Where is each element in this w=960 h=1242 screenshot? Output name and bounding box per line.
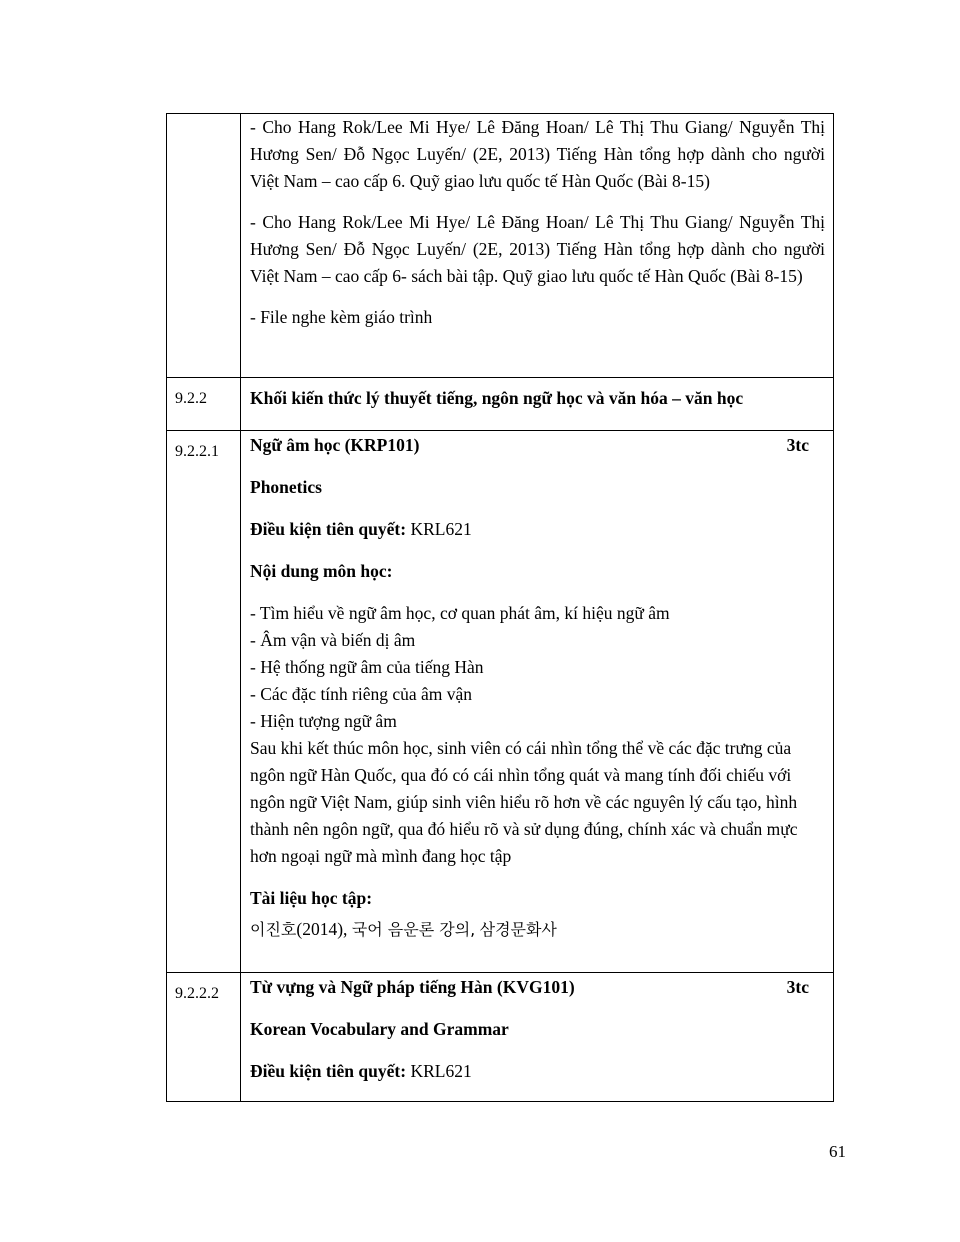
course-heading xyxy=(250,432,825,459)
course-credits: 3tc xyxy=(786,435,809,455)
material-title: 국어 음운론 강의, xyxy=(351,920,476,939)
materials-label: Tài liệu học tập: xyxy=(250,888,373,908)
content-item: - Hiện tượng ngữ âm xyxy=(250,711,397,731)
course-heading xyxy=(250,974,825,1001)
reference-cell xyxy=(241,114,833,377)
material-publisher: 삼경문화사 xyxy=(479,920,557,939)
row-number-cell xyxy=(167,114,241,377)
course-number: 9.2.2.1 xyxy=(167,431,241,972)
prerequisite-label: Điều kiện tiên quyết: xyxy=(250,519,407,539)
section-number: 9.2.2 xyxy=(167,378,241,430)
content-item: - Âm vận và biến dị âm xyxy=(250,630,416,650)
reference-item: - File nghe kèm giáo trình xyxy=(250,307,433,327)
content-label: Nội dung môn học: xyxy=(250,561,393,581)
prerequisite xyxy=(250,516,825,543)
section-title: Khối kiến thức lý thuyết tiếng, ngôn ngữ học và văn hóa – văn học xyxy=(250,388,744,408)
reference-item: - Cho Hang Rok/Lee Mi Hye/ Lê Đăng Hoan/ Lê Thị Thu Giang/ Nguyễn Thị Hương Sen/ Đỗ Ngọc Luyến/ (2E, 2013) Tiếng Hàn tổng hợp dành cho người Việt Nam – cao cấp 6- sách bài tập. Quỹ giao lưu quốc tế Hàn Quốc (Bài 8-15) xyxy=(250,212,825,286)
course-credits: 3tc xyxy=(786,977,809,997)
table-row xyxy=(167,114,833,378)
material-year: (2014), xyxy=(296,919,348,939)
prerequisite-label: Điều kiện tiên quyết: xyxy=(250,1061,407,1081)
course-name: Từ vựng và Ngữ pháp tiếng Hàn (KVG101) xyxy=(250,977,575,997)
prerequisite xyxy=(250,1058,825,1085)
course-cell xyxy=(241,431,833,972)
prerequisite-value: KRL621 xyxy=(410,519,472,539)
table-row xyxy=(167,973,833,1101)
reference-item: - Cho Hang Rok/Lee Mi Hye/ Lê Đăng Hoan/ Lê Thị Thu Giang/ Nguyễn Thị Hương Sen/ Đỗ Ngọc Luyến/ (2E, 2013) Tiếng Hàn tổng hợp dành cho người Việt Nam – cao cấp 6. Quỹ giao lưu quốc tế Hàn Quốc (Bài 8-15) xyxy=(250,117,825,191)
material-item xyxy=(250,916,825,943)
course-summary: Sau khi kết thúc môn học, sinh viên có cái nhìn tổng thể về các đặc trưng của ngôn ngữ Hàn Quốc, qua đó có cái nhìn tổng quát và mang tính đối chiếu với ngôn ngữ Việt Nam, giúp sinh viên hiểu rõ hơn về các nguyên lý cấu tạo, hình thành nên ngôn ngữ, qua đó hiểu rõ và sử dụng đúng, chính xác và chuẩn mực hơn ngoại ngữ mà mình đang học tập xyxy=(250,738,798,866)
content-item: - Hệ thống ngữ âm của tiếng Hàn xyxy=(250,657,484,677)
page-number: 61 xyxy=(829,1142,846,1161)
table-row xyxy=(167,378,833,431)
material-author: 이진호 xyxy=(250,920,297,939)
content-list xyxy=(250,600,825,870)
table-row xyxy=(167,431,833,973)
curriculum-table xyxy=(166,113,834,1102)
course-name: Ngữ âm học (KRP101) xyxy=(250,435,420,455)
course-number: 9.2.2.2 xyxy=(167,973,241,1101)
course-cell xyxy=(241,973,833,1101)
prerequisite-value: KRL621 xyxy=(410,1061,472,1081)
course-english-name: Phonetics xyxy=(250,477,322,497)
course-english-name: Korean Vocabulary and Grammar xyxy=(250,1019,509,1039)
content-item: - Các đặc tính riêng của âm vận xyxy=(250,684,473,704)
content-item: - Tìm hiểu về ngữ âm học, cơ quan phát âm, kí hiệu ngữ âm xyxy=(250,603,670,623)
